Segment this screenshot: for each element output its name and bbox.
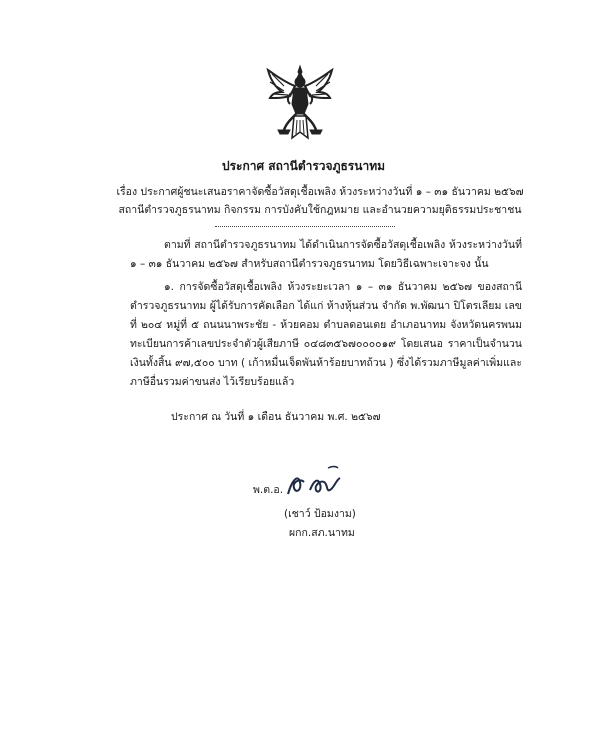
date-line: ประกาศ ณ วันที่ ๑ เดือน ธันวาคม พ.ศ. ๒๕๖๗ xyxy=(171,411,381,423)
document-body xyxy=(130,236,522,392)
document-subject xyxy=(110,183,530,219)
handwritten-signature xyxy=(284,460,350,502)
document-title: ประกาศ สถานีตำรวจภูธรนาทม xyxy=(221,159,386,173)
signer-rank: พ.ต.อ. xyxy=(253,484,284,496)
separator-line xyxy=(215,226,395,227)
signer-position: ผกก.สภ.นาทม xyxy=(289,527,355,539)
paragraph-2: ๑. การจัดซื้อวัสดุเชื้อเพลิง ห้วงระยะเวลา ๑ – ๓๑ ธันวาคม ๒๕๖๗ ของสถานีตำรวจภูธรนาทม ผู้ได้รับการคัดเลือก ได้แก่ ห้างหุ้นส่วน จำกัด พ.พัฒนา ปิโตรเลียม เลขที่ ๒๐๔ หมู่ที่ ๕ ถนนนาพระชัย - ห้วยคอม ตำบลดอนเตย อำเภอนาทม จังหวัดนครพนม ทะเบียนการค้าเลขประจำตัวผู้เสียภาษี ๐๔๘๓๕๖๗๐๐๐๐๑๙ โดยเสนอ ราคาเป็นจำนวนเงินทั้งสิ้น ๙๗,๕๐๐ บาท ( เก้าหมื่นเจ็ดพันห้าร้อยบาทถ้วน ) ซึ่งได้รวมภาษีมูลค่าเพิ่มและ ภาษีอื่นรวมค่าขนส่ง ไว้เรียบร้อยแล้ว xyxy=(130,281,522,388)
paragraph-1: ตามที่ สถานีตำรวจภูธรนาทม ได้ดำเนินการจัดซื้อวัสดุเชื้อเพลิง ห้วงระหว่างวันที่ ๑ – ๓๑ ธันวาคม ๒๕๖๗ สำหรับสถานีตำรวจภูธรนาทม โดยวิธีเฉพาะเจาะจง นั้น xyxy=(130,239,522,270)
subject-line-2: สถานีตำรวจภูธรนาทม กิจกรรม การบังคับใช้กฎหมาย และอำนวยความยุติธรรมประชาชน xyxy=(118,204,522,216)
subject-line-1: เรื่อง ประกาศผู้ชนะเสนอราคาจัดซื้อวัสดุเชื้อเพลิง ห้วงระหว่างวันที่ ๑ – ๓๑ ธันวาคม ๒๕๖๗ xyxy=(116,186,524,198)
garuda-emblem-icon xyxy=(264,64,336,142)
signer-name: (เชาว์ ป้อมงาม) xyxy=(284,508,356,520)
